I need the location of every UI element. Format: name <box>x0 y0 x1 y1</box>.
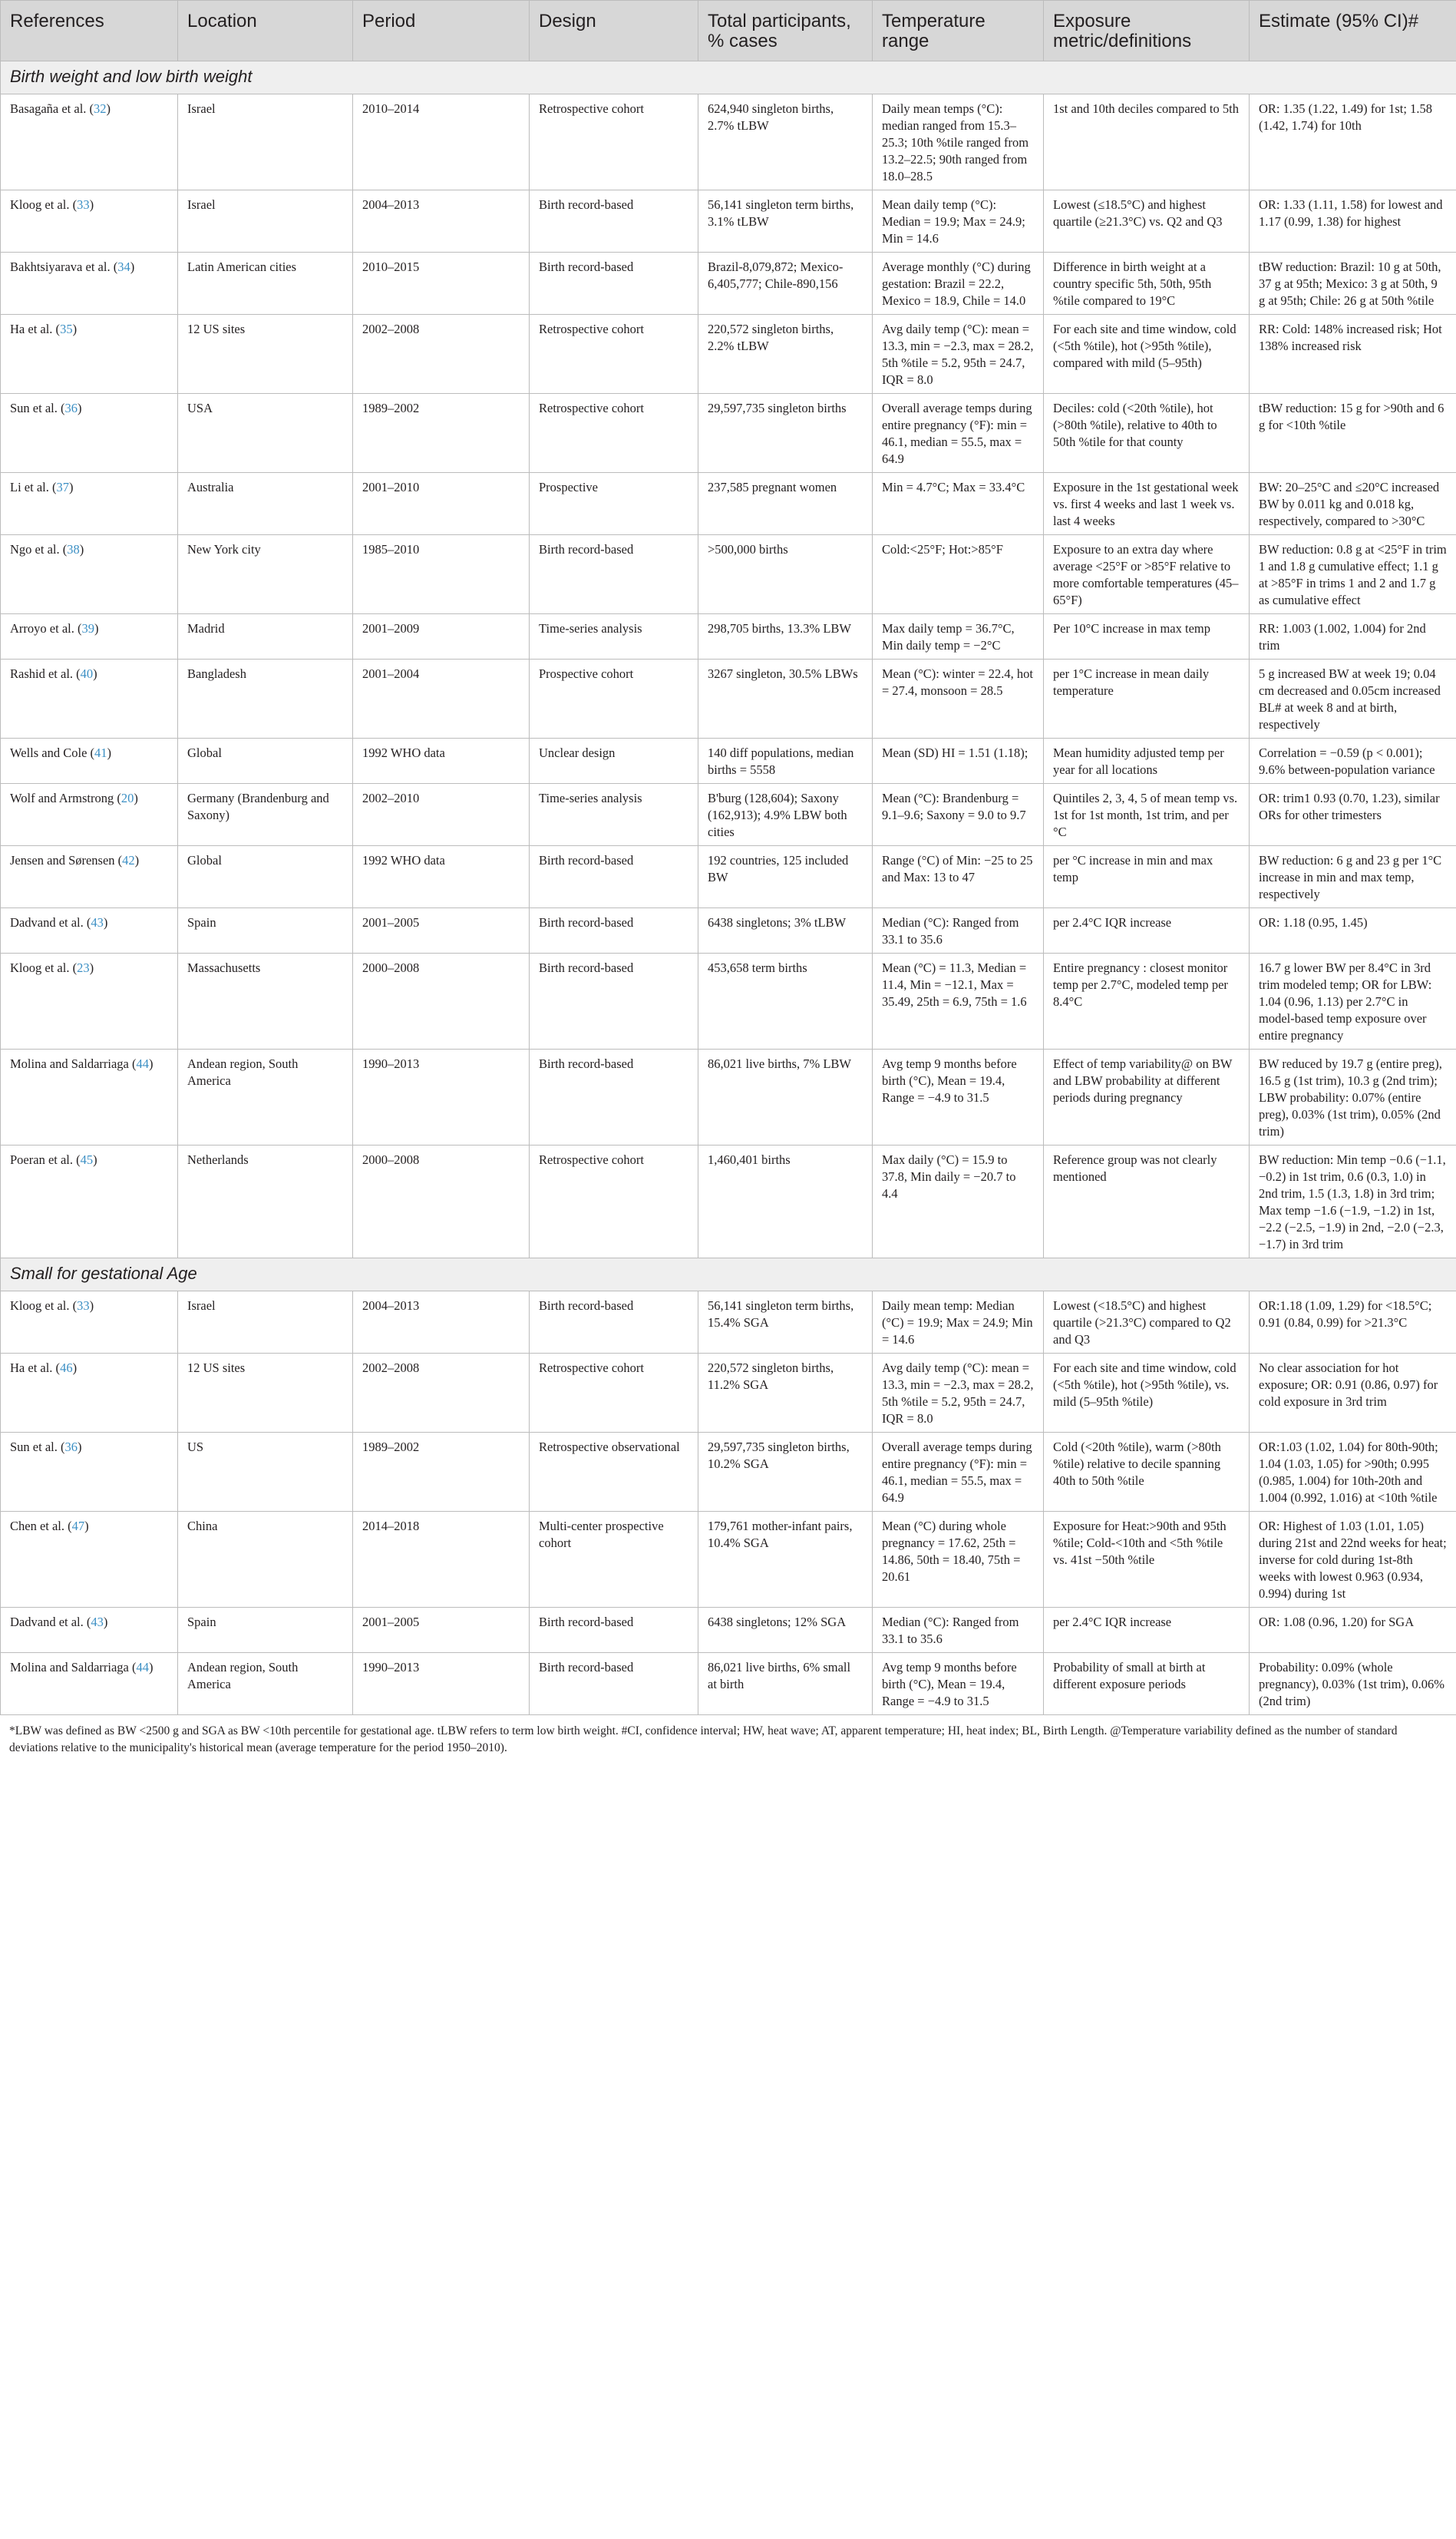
cell-participants: 179,761 mother-infant pairs, 10.4% SGA <box>698 1512 873 1608</box>
cell-period: 1990–2013 <box>353 1653 530 1715</box>
cell-design: Multi-center prospective cohort <box>530 1512 698 1608</box>
cell-participants: 192 countries, 125 included BW <box>698 846 873 908</box>
cell-reference <box>1 1512 178 1608</box>
cell-estimate: OR:1.18 (1.09, 1.29) for <18.5°C; 0.91 (0.84, 0.99) for >21.3°C <box>1250 1291 1456 1354</box>
table-row <box>1 614 1456 660</box>
table-row <box>1 739 1456 784</box>
cell-temperature: Mean (°C) during whole pregnancy = 17.62, 25th = 14.86, 50th = 18.40, 75th = 20.61 <box>873 1512 1044 1608</box>
cell-design: Retrospective cohort <box>530 94 698 190</box>
cell-temperature: Median (°C): Ranged from 33.1 to 35.6 <box>873 908 1044 954</box>
table-row <box>1 1512 1456 1608</box>
cell-participants: 56,141 singleton term births, 15.4% SGA <box>698 1291 873 1354</box>
reference-close: ) <box>79 542 84 557</box>
cell-reference <box>1 846 178 908</box>
cell-location: 12 US sites <box>178 1354 353 1433</box>
cell-location: China <box>178 1512 353 1608</box>
cell-period: 1992 WHO data <box>353 739 530 784</box>
table-row <box>1 190 1456 253</box>
cell-period: 2001–2005 <box>353 908 530 954</box>
cell-location: Andean region, South America <box>178 1653 353 1715</box>
cell-participants: 3267 singleton, 30.5% LBWs <box>698 660 873 739</box>
cell-location: Bangladesh <box>178 660 353 739</box>
section-header <box>1 1258 1456 1291</box>
cell-design: Birth record-based <box>530 1608 698 1653</box>
reference-link[interactable]: 40 <box>80 666 94 681</box>
cell-participants: >500,000 births <box>698 535 873 614</box>
reference-close: ) <box>72 322 78 336</box>
reference-authors: Wells and Cole ( <box>10 746 95 760</box>
cell-exposure: Mean humidity adjusted temp per year for all locations <box>1044 739 1250 784</box>
table-row <box>1 315 1456 394</box>
cell-design: Retrospective observational <box>530 1433 698 1512</box>
cell-participants: 453,658 term births <box>698 954 873 1050</box>
header-references: References <box>1 1 178 61</box>
section-title: Birth weight and low birth weight <box>1 61 1456 94</box>
reference-close: ) <box>106 101 111 116</box>
cell-period: 2010–2014 <box>353 94 530 190</box>
section-header <box>1 61 1456 94</box>
cell-temperature: Overall average temps during entire pregnancy (°F): min = 46.1, median = 55.5, max = 64.9 <box>873 394 1044 473</box>
table-row <box>1 535 1456 614</box>
cell-exposure: Exposure for Heat:>90th and 95th %tile; Cold-<10th and <5th %tile vs. 41st −50th %tile <box>1044 1512 1250 1608</box>
cell-reference <box>1 614 178 660</box>
cell-participants: 29,597,735 singleton births, 10.2% SGA <box>698 1433 873 1512</box>
cell-exposure: Cold (<20th %tile), warm (>80th %tile) relative to decile spanning 40th to 50th %tile <box>1044 1433 1250 1512</box>
cell-reference <box>1 954 178 1050</box>
cell-temperature: Max daily temp = 36.7°C, Min daily temp = −2°C <box>873 614 1044 660</box>
cell-design: Birth record-based <box>530 954 698 1050</box>
cell-location: Israel <box>178 1291 353 1354</box>
cell-period: 2014–2018 <box>353 1512 530 1608</box>
cell-estimate: RR: 1.003 (1.002, 1.004) for 2nd trim <box>1250 614 1456 660</box>
cell-design: Birth record-based <box>530 1050 698 1146</box>
reference-link[interactable]: 44 <box>136 1056 149 1071</box>
reference-authors: Sun et al. ( <box>10 401 65 415</box>
cell-participants: 220,572 singleton births, 11.2% SGA <box>698 1354 873 1433</box>
reference-authors: Kloog et al. ( <box>10 960 78 975</box>
reference-close: ) <box>89 960 94 975</box>
table-row <box>1 1433 1456 1512</box>
cell-design: Retrospective cohort <box>530 1354 698 1433</box>
cell-reference <box>1 394 178 473</box>
cell-location: Madrid <box>178 614 353 660</box>
cell-estimate: BW reduced by 19.7 g (entire preg), 16.5 g (1st trim), 10.3 g (2nd trim); LBW probability: 0.07% (entire preg), 0.03% (1st trim), 0.05% (2nd trim) <box>1250 1050 1456 1146</box>
cell-reference <box>1 908 178 954</box>
cell-location: US <box>178 1433 353 1512</box>
cell-period: 1989–2002 <box>353 1433 530 1512</box>
reference-close: ) <box>103 915 108 930</box>
cell-temperature: Daily mean temps (°C): median ranged from 15.3–25.3; 10th %tile ranged from 13.2–22.5; 90th ranged from 18.0–28.5 <box>873 94 1044 190</box>
reference-link[interactable]: 44 <box>136 1660 149 1674</box>
table-row <box>1 394 1456 473</box>
cell-design: Unclear design <box>530 739 698 784</box>
cell-exposure: Reference group was not clearly mentioned <box>1044 1146 1250 1258</box>
header-period: Period <box>353 1 530 61</box>
cell-location: Massachusetts <box>178 954 353 1050</box>
cell-design: Birth record-based <box>530 1653 698 1715</box>
cell-design: Time-series analysis <box>530 614 698 660</box>
header-location: Location <box>178 1 353 61</box>
cell-reference <box>1 784 178 846</box>
cell-estimate: 5 g increased BW at week 19; 0.04 cm decreased and 0.05cm increased BL# at week 8 and at birth, respectively <box>1250 660 1456 739</box>
cell-temperature: Avg temp 9 months before birth (°C), Mean = 19.4, Range = −4.9 to 31.5 <box>873 1050 1044 1146</box>
reference-authors: Dadvand et al. ( <box>10 915 91 930</box>
cell-period: 1990–2013 <box>353 1050 530 1146</box>
cell-exposure: Effect of temp variability@ on BW and LBW probability at different periods during pregnancy <box>1044 1050 1250 1146</box>
cell-design: Birth record-based <box>530 535 698 614</box>
reference-link[interactable]: 46 <box>60 1360 73 1375</box>
reference-authors: Bakhtsiyarava et al. ( <box>10 260 118 274</box>
cell-estimate: Correlation = −0.59 (p < 0.001); 9.6% between-population variance <box>1250 739 1456 784</box>
cell-location: New York city <box>178 535 353 614</box>
cell-design: Birth record-based <box>530 253 698 315</box>
table-row <box>1 908 1456 954</box>
cell-location: Australia <box>178 473 353 535</box>
cell-exposure: per °C increase in min and max temp <box>1044 846 1250 908</box>
reference-authors: Chen et al. ( <box>10 1519 72 1533</box>
cell-exposure: Deciles: cold (<20th %tile), hot (>80th %tile), relative to 40th to 50th %tile for that county <box>1044 394 1250 473</box>
reference-link[interactable]: 45 <box>80 1152 94 1167</box>
reference-link[interactable]: 33 <box>77 197 90 212</box>
cell-period: 2002–2010 <box>353 784 530 846</box>
cell-location: Global <box>178 739 353 784</box>
cell-location: Israel <box>178 190 353 253</box>
cell-estimate: RR: Cold: 148% increased risk; Hot 138% increased risk <box>1250 315 1456 394</box>
reference-close: ) <box>130 260 135 274</box>
reference-close: ) <box>134 853 140 868</box>
cell-design: Prospective <box>530 473 698 535</box>
header-participants: Total participants, % cases <box>698 1 873 61</box>
cell-estimate: BW: 20–25°C and ≤20°C increased BW by 0.011 kg and 0.018 kg, respectively, compared to >30°C <box>1250 473 1456 535</box>
reference-close: ) <box>84 1519 89 1533</box>
cell-participants: 220,572 singleton births, 2.2% tLBW <box>698 315 873 394</box>
reference-close: ) <box>148 1660 154 1674</box>
cell-temperature: Overall average temps during entire pregnancy (°F): min = 46.1, median = 55.5, max = 64.9 <box>873 1433 1044 1512</box>
table-row <box>1 1608 1456 1653</box>
cell-reference <box>1 1146 178 1258</box>
cell-estimate: Probability: 0.09% (whole pregnancy), 0.03% (1st trim), 0.06% (2nd trim) <box>1250 1653 1456 1715</box>
cell-reference <box>1 1291 178 1354</box>
cell-temperature: Mean (°C) = 11.3, Median = 11.4, Min = −12.1, Max = 35.49, 25th = 6.9, 75th = 1.6 <box>873 954 1044 1050</box>
cell-period: 2001–2009 <box>353 614 530 660</box>
cell-location: Latin American cities <box>178 253 353 315</box>
table-row <box>1 846 1456 908</box>
table-row <box>1 1291 1456 1354</box>
reference-link[interactable]: 36 <box>64 401 78 415</box>
cell-period: 2010–2015 <box>353 253 530 315</box>
cell-design: Retrospective cohort <box>530 1146 698 1258</box>
cell-reference <box>1 535 178 614</box>
reference-authors: Ha et al. ( <box>10 1360 61 1375</box>
reference-authors: Sun et al. ( <box>10 1440 65 1454</box>
cell-temperature: Mean daily temp (°C): Median = 19.9; Max = 24.9; Min = 14.6 <box>873 190 1044 253</box>
reference-link[interactable]: 33 <box>77 1298 90 1313</box>
cell-temperature: Range (°C) of Min: −25 to 25 and Max: 13 to 47 <box>873 846 1044 908</box>
cell-temperature: Mean (°C): winter = 22.4, hot = 27.4, monsoon = 28.5 <box>873 660 1044 739</box>
cell-reference <box>1 473 178 535</box>
table-row <box>1 94 1456 190</box>
reference-authors: Ha et al. ( <box>10 322 61 336</box>
cell-exposure: Exposure to an extra day where average <25°F or >85°F relative to more comfortable temperatures (45–65°F) <box>1044 535 1250 614</box>
cell-location: Spain <box>178 1608 353 1653</box>
cell-design: Birth record-based <box>530 1291 698 1354</box>
cell-period: 2002–2008 <box>353 315 530 394</box>
reference-authors: Kloog et al. ( <box>10 1298 78 1313</box>
cell-period: 2001–2004 <box>353 660 530 739</box>
cell-temperature: Mean (°C): Brandenburg = 9.1–9.6; Saxony = 9.0 to 9.7 <box>873 784 1044 846</box>
reference-link[interactable]: 32 <box>94 101 107 116</box>
cell-temperature: Avg temp 9 months before birth (°C), Mean = 19.4, Range = −4.9 to 31.5 <box>873 1653 1044 1715</box>
cell-design: Prospective cohort <box>530 660 698 739</box>
reference-authors: Dadvand et al. ( <box>10 1615 91 1629</box>
reference-authors: Molina and Saldarriaga ( <box>10 1660 137 1674</box>
cell-exposure: Per 10°C increase in max temp <box>1044 614 1250 660</box>
cell-design: Birth record-based <box>530 908 698 954</box>
cell-participants: 86,021 live births, 7% LBW <box>698 1050 873 1146</box>
cell-temperature: Avg daily temp (°C): mean = 13.3, min = −2.3, max = 28.2, 5th %tile = 5.2, 95th = 24.7, IQR = 8.0 <box>873 315 1044 394</box>
cell-reference <box>1 315 178 394</box>
cell-period: 1989–2002 <box>353 394 530 473</box>
reference-link[interactable]: 23 <box>77 960 90 975</box>
reference-link[interactable]: 41 <box>94 746 107 760</box>
cell-period: 2000–2008 <box>353 1146 530 1258</box>
reference-close: ) <box>89 197 94 212</box>
cell-exposure: For each site and time window, cold (<5th %tile), hot (>95th %tile), vs. mild (5–95th %tile) <box>1044 1354 1250 1433</box>
reference-link[interactable]: 38 <box>67 542 80 557</box>
cell-estimate: OR: 1.35 (1.22, 1.49) for 1st; 1.58 (1.42, 1.74) for 10th <box>1250 94 1456 190</box>
reference-close: ) <box>94 621 99 636</box>
section-title: Small for gestational Age <box>1 1258 1456 1291</box>
reference-authors: Basagaña et al. ( <box>10 101 94 116</box>
cell-reference <box>1 739 178 784</box>
cell-temperature: Cold:<25°F; Hot:>85°F <box>873 535 1044 614</box>
cell-temperature: Max daily (°C) = 15.9 to 37.8, Min daily = −20.7 to 4.4 <box>873 1146 1044 1258</box>
cell-period: 1985–2010 <box>353 535 530 614</box>
cell-estimate: BW reduction: 0.8 g at <25°F in trim 1 and 1.8 g cumulative effect; 1.1 g at >85°F in trims 1 and 2 and 1.7 g as cumulative effect <box>1250 535 1456 614</box>
cell-participants: 6438 singletons; 3% tLBW <box>698 908 873 954</box>
cell-reference <box>1 94 178 190</box>
cell-exposure: Probability of small at birth at different exposure periods <box>1044 1653 1250 1715</box>
cell-reference <box>1 1354 178 1433</box>
cell-reference <box>1 190 178 253</box>
cell-exposure: Lowest (≤18.5°C) and highest quartile (≥21.3°C) vs. Q2 and Q3 <box>1044 190 1250 253</box>
table-footnote: *LBW was defined as BW <2500 g and SGA as BW <10th percentile for gestational age. tLBW refers to term low birth weight. #CI, confidence interval; HW, heat wave; AT, apparent temperature; HI, heat index; BL, Birth Length. @Temperature variability defined as the number of standard deviations relative to the municipality's historical mean (average temperature for the period 1950–2010). <box>9 1724 1398 1754</box>
cell-location: Global <box>178 846 353 908</box>
cell-participants: 56,141 singleton term births, 3.1% tLBW <box>698 190 873 253</box>
cell-design: Retrospective cohort <box>530 394 698 473</box>
cell-estimate: OR: 1.08 (0.96, 1.20) for SGA <box>1250 1608 1456 1653</box>
reference-link[interactable]: 34 <box>117 260 130 274</box>
cell-location: Israel <box>178 94 353 190</box>
reference-close: ) <box>148 1056 154 1071</box>
cell-period: 2002–2008 <box>353 1354 530 1433</box>
reference-link[interactable]: 37 <box>56 480 69 494</box>
reference-close: ) <box>68 480 74 494</box>
header-exposure: Exposure metric/definitions <box>1044 1 1250 61</box>
cell-participants: B'burg (128,604); Saxony (162,913); 4.9% LBW both cities <box>698 784 873 846</box>
cell-estimate: BW reduction: 6 g and 23 g per 1°C increase in min and max temp, respectively <box>1250 846 1456 908</box>
cell-location: Andean region, South America <box>178 1050 353 1146</box>
cell-period: 2001–2010 <box>353 473 530 535</box>
reference-close: ) <box>93 1152 97 1167</box>
cell-participants: 6438 singletons; 12% SGA <box>698 1608 873 1653</box>
table-row <box>1 1146 1456 1258</box>
reference-close: ) <box>107 746 112 760</box>
reference-authors: Poeran et al. ( <box>10 1152 81 1167</box>
cell-reference <box>1 1608 178 1653</box>
cell-location: Spain <box>178 908 353 954</box>
cell-estimate: No clear association for hot exposure; OR: 0.91 (0.86, 0.97) for cold exposure in 3rd trim <box>1250 1354 1456 1433</box>
table-row <box>1 473 1456 535</box>
reference-link[interactable]: 47 <box>71 1519 85 1533</box>
cell-period: 2004–2013 <box>353 190 530 253</box>
cell-temperature: Median (°C): Ranged from 33.1 to 35.6 <box>873 1608 1044 1653</box>
table-row <box>1 253 1456 315</box>
reference-authors: Jensen and Sørensen ( <box>10 853 123 868</box>
cell-participants: 298,705 births, 13.3% LBW <box>698 614 873 660</box>
cell-estimate: BW reduction: Min temp −0.6 (−1.1, −0.2) in 1st trim, 0.6 (0.3, 1.0) in 2nd trim, 1.5 (1.3, 1.8) in 3rd trim; Max temp −1.6 (−1.9, −1.2) in 1st, −2.2 (−2.5, −1.9) in 2nd, −2.0 (−2.3, −1.7) in 3rd trim <box>1250 1146 1456 1258</box>
cell-estimate: OR: 1.33 (1.11, 1.58) for lowest and 1.17 (0.99, 1.38) for highest <box>1250 190 1456 253</box>
cell-participants: 237,585 pregnant women <box>698 473 873 535</box>
cell-reference <box>1 1433 178 1512</box>
cell-reference <box>1 660 178 739</box>
header-estimate: Estimate (95% CI)# <box>1250 1 1456 61</box>
cell-location: Netherlands <box>178 1146 353 1258</box>
reference-close: ) <box>134 791 138 805</box>
cell-exposure: 1st and 10th deciles compared to 5th <box>1044 94 1250 190</box>
header-row <box>1 1 1456 61</box>
reference-authors: Arroyo et al. ( <box>10 621 82 636</box>
cell-exposure: per 2.4°C IQR increase <box>1044 908 1250 954</box>
cell-period: 1992 WHO data <box>353 846 530 908</box>
cell-exposure: per 2.4°C IQR increase <box>1044 1608 1250 1653</box>
cell-temperature: Min = 4.7°C; Max = 33.4°C <box>873 473 1044 535</box>
reference-close: ) <box>103 1615 108 1629</box>
cell-participants: 624,940 singleton births, 2.7% tLBW <box>698 94 873 190</box>
cell-reference <box>1 1653 178 1715</box>
cell-temperature: Mean (SD) HI = 1.51 (1.18); <box>873 739 1044 784</box>
reference-link[interactable]: 35 <box>60 322 73 336</box>
reference-authors: Wolf and Armstrong ( <box>10 791 121 805</box>
cell-estimate: 16.7 g lower BW per 8.4°C in 3rd trim modeled temp; OR for LBW: 1.04 (0.96, 1.13) per 2.7°C in model-based temp exposure over entire pregnancy <box>1250 954 1456 1050</box>
cell-design: Birth record-based <box>530 846 698 908</box>
reference-close: ) <box>72 1360 78 1375</box>
cell-exposure: per 1°C increase in mean daily temperature <box>1044 660 1250 739</box>
cell-exposure: Lowest (<18.5°C) and highest quartile (>21.3°C) compared to Q2 and Q3 <box>1044 1291 1250 1354</box>
cell-location: 12 US sites <box>178 315 353 394</box>
cell-exposure: Quintiles 2, 3, 4, 5 of mean temp vs. 1st for 1st month, 1st trim, and per °C <box>1044 784 1250 846</box>
cell-participants: 86,021 live births, 6% small at birth <box>698 1653 873 1715</box>
cell-temperature: Average monthly (°C) during gestation: Brazil = 22.2, Mexico = 18.9, Chile = 14.0 <box>873 253 1044 315</box>
cell-period: 2001–2005 <box>353 1608 530 1653</box>
cell-estimate: OR: 1.18 (0.95, 1.45) <box>1250 908 1456 954</box>
reference-link[interactable]: 20 <box>121 791 134 805</box>
cell-design: Retrospective cohort <box>530 315 698 394</box>
reference-authors: Li et al. ( <box>10 480 57 494</box>
cell-temperature: Avg daily temp (°C): mean = 13.3, min = −2.3, max = 28.2, 5th %tile = 5.2, 95th = 24.7, IQR = 8.0 <box>873 1354 1044 1433</box>
cell-estimate: tBW reduction: Brazil: 10 g at 50th, 37 g at 95th; Mexico: 3 g at 50th, 9 g at 95th; Chile: 26 g at 50th %tile <box>1250 253 1456 315</box>
cell-reference <box>1 1050 178 1146</box>
reference-link[interactable]: 36 <box>64 1440 78 1454</box>
reference-close: ) <box>78 1440 82 1454</box>
table-row <box>1 1653 1456 1715</box>
reference-link[interactable]: 43 <box>91 915 104 930</box>
cell-reference <box>1 253 178 315</box>
reference-close: ) <box>78 401 82 415</box>
reference-link[interactable]: 39 <box>81 621 94 636</box>
cell-design: Birth record-based <box>530 190 698 253</box>
cell-period: 2000–2008 <box>353 954 530 1050</box>
header-design: Design <box>530 1 698 61</box>
cell-participants: 29,597,735 singleton births <box>698 394 873 473</box>
cell-design: Time-series analysis <box>530 784 698 846</box>
header-temperature: Temperature range <box>873 1 1044 61</box>
cell-location: USA <box>178 394 353 473</box>
cell-estimate: OR:1.03 (1.02, 1.04) for 80th-90th; 1.04 (1.03, 1.05) for >90th; 0.995 (0.985, 1.004) for 10th-20th and 1.004 (0.992, 1.016) at <10th %tile <box>1250 1433 1456 1512</box>
table-body <box>1 61 1456 1715</box>
cell-estimate: OR: trim1 0.93 (0.70, 1.23), similar ORs for other trimesters <box>1250 784 1456 846</box>
table-row <box>1 784 1456 846</box>
cell-temperature: Daily mean temp: Median (°C) = 19.9; Max = 24.9; Min = 14.6 <box>873 1291 1044 1354</box>
cell-exposure: Exposure in the 1st gestational week vs. first 4 weeks and last 1 week vs. last 4 weeks <box>1044 473 1250 535</box>
reference-authors: Molina and Saldarriaga ( <box>10 1056 137 1071</box>
reference-link[interactable]: 42 <box>122 853 135 868</box>
reference-authors: Kloog et al. ( <box>10 197 78 212</box>
cell-estimate: OR: Highest of 1.03 (1.01, 1.05) during 21st and 22nd weeks for heat; inverse for cold during 1st-8th weeks with lowest 0.963 (0.934, 0.994) during 1st <box>1250 1512 1456 1608</box>
cell-exposure: For each site and time window, cold (<5th %tile), hot (>95th %tile), compared with mild (5–95th) <box>1044 315 1250 394</box>
table-row <box>1 660 1456 739</box>
reference-authors: Ngo et al. ( <box>10 542 68 557</box>
cell-period: 2004–2013 <box>353 1291 530 1354</box>
cell-exposure: Entire pregnancy : closest monitor temp per 2.7°C, modeled temp per 8.4°C <box>1044 954 1250 1050</box>
cell-exposure: Difference in birth weight at a country specific 5th, 50th, 95th %tile compared to 19°C <box>1044 253 1250 315</box>
cell-participants: 140 diff populations, median births = 5558 <box>698 739 873 784</box>
reference-close: ) <box>93 666 97 681</box>
table-row <box>1 1050 1456 1146</box>
table-row <box>1 954 1456 1050</box>
cell-participants: Brazil-8,079,872; Mexico- 6,405,777; Chile-890,156 <box>698 253 873 315</box>
reference-close: ) <box>89 1298 94 1313</box>
cell-participants: 1,460,401 births <box>698 1146 873 1258</box>
cell-estimate: tBW reduction: 15 g for >90th and 6 g for <10th %tile <box>1250 394 1456 473</box>
table-row <box>1 1354 1456 1433</box>
reference-authors: Rashid et al. ( <box>10 666 81 681</box>
reference-link[interactable]: 43 <box>91 1615 104 1629</box>
cell-location: Germany (Brandenburg and Saxony) <box>178 784 353 846</box>
